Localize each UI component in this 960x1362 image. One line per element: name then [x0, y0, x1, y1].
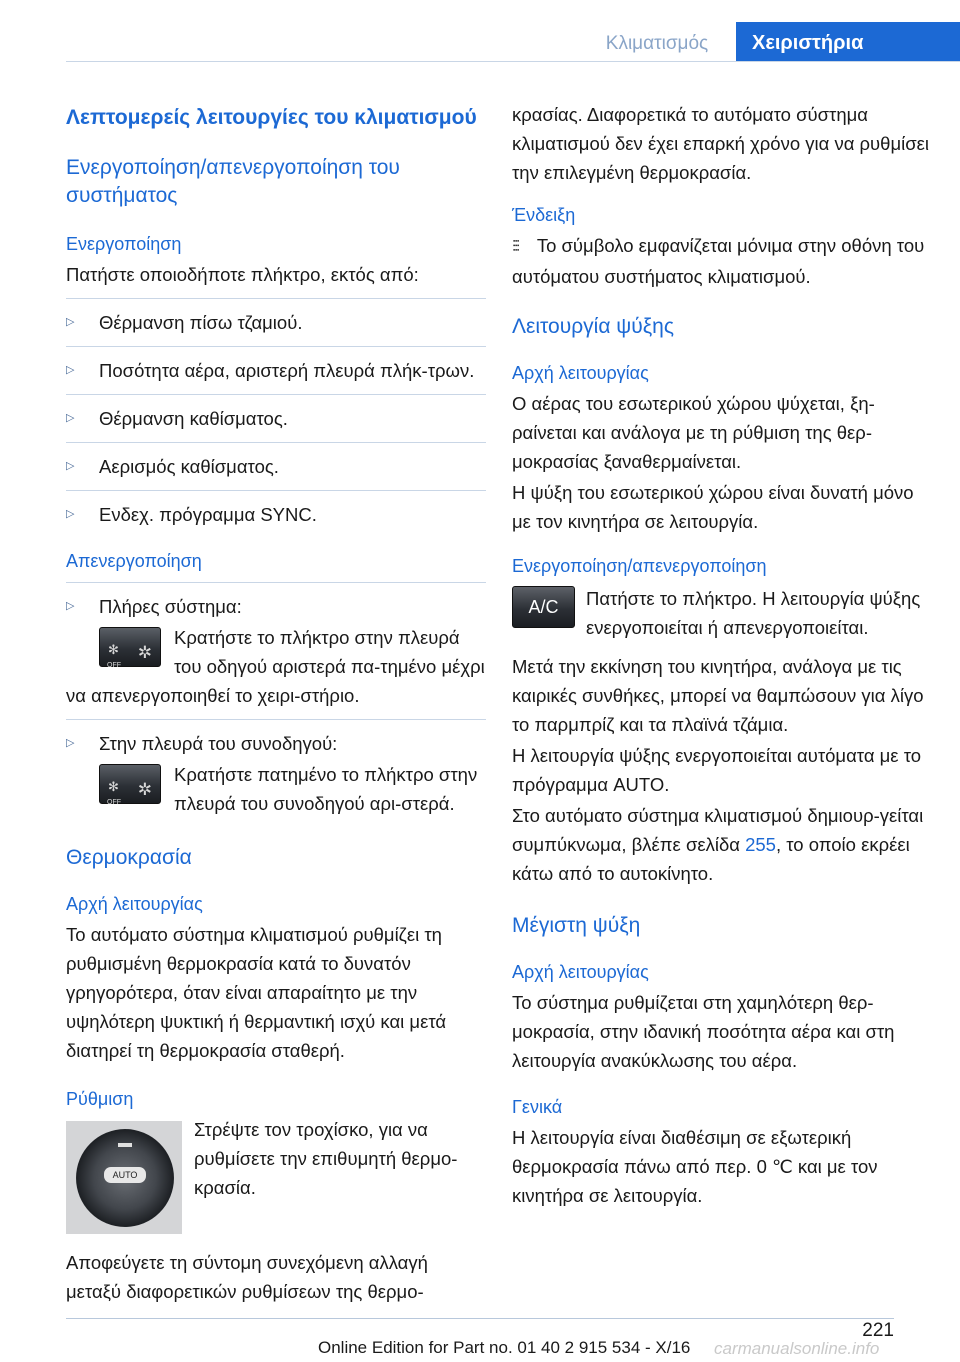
chapter-tab[interactable]: Χειριστήρια	[736, 22, 960, 62]
divider	[66, 394, 486, 395]
passenger-block	[66, 760, 486, 818]
divider	[66, 442, 486, 443]
max-text: Το σύστημα ρυθμίζεται στη χαμηλότερη θερ-μοκρασία, στην ιδανική ποσότητα αέρα και στη λειτουργία ανακύκλωσης του αέρα.	[512, 992, 895, 1071]
heading-principle: Αρχή λειτουργίας	[512, 363, 649, 383]
ac-block	[512, 584, 932, 642]
divider	[66, 298, 486, 299]
minus-icon	[118, 1143, 132, 1147]
list-item: ▷ Θέρμανση πίσω τζαμιού.	[66, 308, 486, 337]
header-bar	[0, 22, 960, 62]
cooling-symbol-icon: ⫶⫶⫶	[512, 239, 519, 256]
press-text: Πατήστε οποιοδήποτε πλήκτρο, εκτός από:	[66, 264, 419, 285]
continued-text: κρασίας. Διαφορετικά το αυτόματο σύστημα κλιματισμού δεν έχει επαρκή χρόνο για να ρυθμίσει την επιλεγμένη θερμοκρασία.	[512, 104, 929, 183]
right-column	[512, 100, 932, 1210]
auto-label: AUTO	[104, 1167, 146, 1183]
footer-divider	[66, 1318, 894, 1319]
heading-onoff-cooling: Ενεργοποίηση/απενεργοποίηση	[512, 556, 767, 576]
page-title: Λεπτομερείς λειτουργίες του κλιματισμού	[66, 106, 477, 129]
after-start-text: Μετά την εκκίνηση του κινητήρα, ανάλογα με τις καιρικές συνθήκες, μπορεί να θαμπώσουν για λίγο το παρμπρίζ και τα πλαϊνά τζάμια.	[512, 656, 924, 735]
list-item: ▷ Πλήρες σύστημα:	[66, 592, 486, 621]
setting-block	[66, 1115, 486, 1202]
principle-text: Το αυτόματο σύστημα κλιματισμού ρυθμίζει τη ρυθμισμένη θερμοκρασία κατά το δυνατόν γρηγορότερα, όταν είναι απαραίτητο με την υψηλότερη ψυκτική ή θερμαντική ισχύ και μετά διατηρεί τη θερμοκρασία σταθερή.	[66, 924, 447, 1061]
setting-text: Στρέψτε τον τροχίσκο, για να ρυθμίσετε την επιθυμητή θερμο-κρασία.	[194, 1119, 458, 1198]
condensate-text: Στο αυτόματο σύστημα κλιματισμού δημιουρ-γείται συμπύκνωμα, βλέπε σελίδα 255, το οποίο εκρέει κάτω από το αυτοκίνητο.	[512, 805, 924, 884]
list-item: ▷ Θέρμανση καθίσματος.	[66, 404, 486, 433]
triangle-bullet-icon: ▷	[66, 508, 75, 520]
watermark: carmanualsonline.info	[714, 1339, 880, 1358]
divider	[66, 490, 486, 491]
passenger-text: Κρατήστε πατημένο το πλήκτρο στην πλευρά του συνοδηγού αρι-στερά.	[174, 764, 478, 814]
list-item: ▷ Ποσότητα αέρα, αριστερή πλευρά πλήκ-τρων.	[66, 356, 486, 385]
edition-text: Online Edition for Part no. 01 40 2 915 534 - X/16	[318, 1338, 691, 1357]
header-divider	[66, 61, 960, 62]
off-icon: OFF	[107, 799, 121, 806]
triangle-bullet-icon: ▷	[66, 364, 75, 376]
heading-deactivation: Απενεργοποίηση	[66, 551, 202, 571]
page-link[interactable]: 255	[745, 834, 776, 855]
auto-text: Η λειτουργία ψύξης ενεργοποιείται αυτόματα με το πρόγραμμα AUTO.	[512, 745, 922, 795]
heading-cooling: Λειτουργία ψύξης	[512, 315, 674, 338]
off-fan-button-image	[99, 627, 161, 667]
heading-temperature: Θερμοκρασία	[66, 846, 192, 869]
heading-general: Γενικά	[512, 1097, 563, 1117]
triangle-bullet-icon: ▷	[66, 316, 75, 328]
ac-text: Πατήστε το πλήκτρο. Η λειτουργία ψύξης ενεργοποιείται ή απενεργοποιείται.	[586, 588, 921, 638]
list-item: ▷ Αερισμός καθίσματος.	[66, 452, 486, 481]
full-system-text: Κρατήστε το πλήκτρο στην πλευρά του οδηγού αριστερά πα-τημένο μέχρι να απενεργοποιηθεί το χειρι-στήριο.	[66, 627, 485, 706]
list-item: ▷ Ενδεχ. πρόγραμμα SYNC.	[66, 500, 486, 529]
cooling-text-2: Η ψύξη του εσωτερικού χώρου είναι δυνατή μόνο με τον κινητήρα σε λειτουργία.	[512, 482, 914, 532]
divider	[66, 346, 486, 347]
ac-button-image: A/C	[512, 586, 575, 628]
general-text: Η λειτουργία είναι διαθέσιμη σε εξωτερική θερμοκρασία πάνω από περ. 0 ℃ και με τον κινητήρα σε λειτουργία.	[512, 1127, 878, 1206]
section-tab[interactable]: Κλιματισμός	[605, 33, 709, 54]
off-icon: OFF	[107, 662, 121, 669]
list-item: ▷ Στην πλευρά του συνοδηγού:	[66, 729, 486, 758]
heading-max-cooling: Μέγιστη ψύξη	[512, 914, 641, 937]
heading-principle: Αρχή λειτουργίας	[66, 894, 203, 914]
triangle-bullet-icon: ▷	[66, 737, 75, 749]
triangle-bullet-icon: ▷	[66, 600, 75, 612]
divider	[66, 582, 486, 583]
divider	[66, 719, 486, 720]
page-number: 221	[862, 1320, 894, 1341]
triangle-bullet-icon: ▷	[66, 412, 75, 424]
fan-icon: ✻	[108, 642, 119, 657]
fan-icon: ✻	[108, 779, 119, 794]
temperature-knob-image	[66, 1121, 182, 1234]
heading-indicator: Ένδειξη	[512, 205, 576, 225]
cooling-text-1: Ο αέρας του εσωτερικού χώρου ψύχεται, ξη-ραίνεται και ανάλογα με τη ρύθμιση της θερ-μοκρασίας ξαναθερμαίνεται.	[512, 393, 875, 472]
heading-principle: Αρχή λειτουργίας	[512, 962, 649, 982]
footer	[0, 1318, 960, 1362]
heading-onoff: Ενεργοποίηση/απενεργοποίηση του συστήματος	[66, 156, 400, 207]
left-column	[66, 100, 486, 1306]
fan-icon: ✲	[137, 780, 152, 799]
full-system-block	[66, 623, 486, 710]
avoid-text: Αποφεύγετε τη σύντομη συνεχόμενη αλλαγή μεταξύ διαφορετικών ρυθμίσεων της θερμο-	[66, 1252, 428, 1302]
fan-icon: ✲	[137, 643, 152, 662]
heading-setting: Ρύθμιση	[66, 1089, 134, 1109]
heading-activation: Ενεργοποίηση	[66, 234, 182, 254]
triangle-bullet-icon: ▷	[66, 460, 75, 472]
indicator-text-block: ⫶⫶⫶ Το σύμβολο εμφανίζεται μόνιμα στην οθόνη του αυτόματου συστήματος κλιματισμού.	[512, 235, 925, 287]
off-fan-button-image	[99, 764, 161, 804]
